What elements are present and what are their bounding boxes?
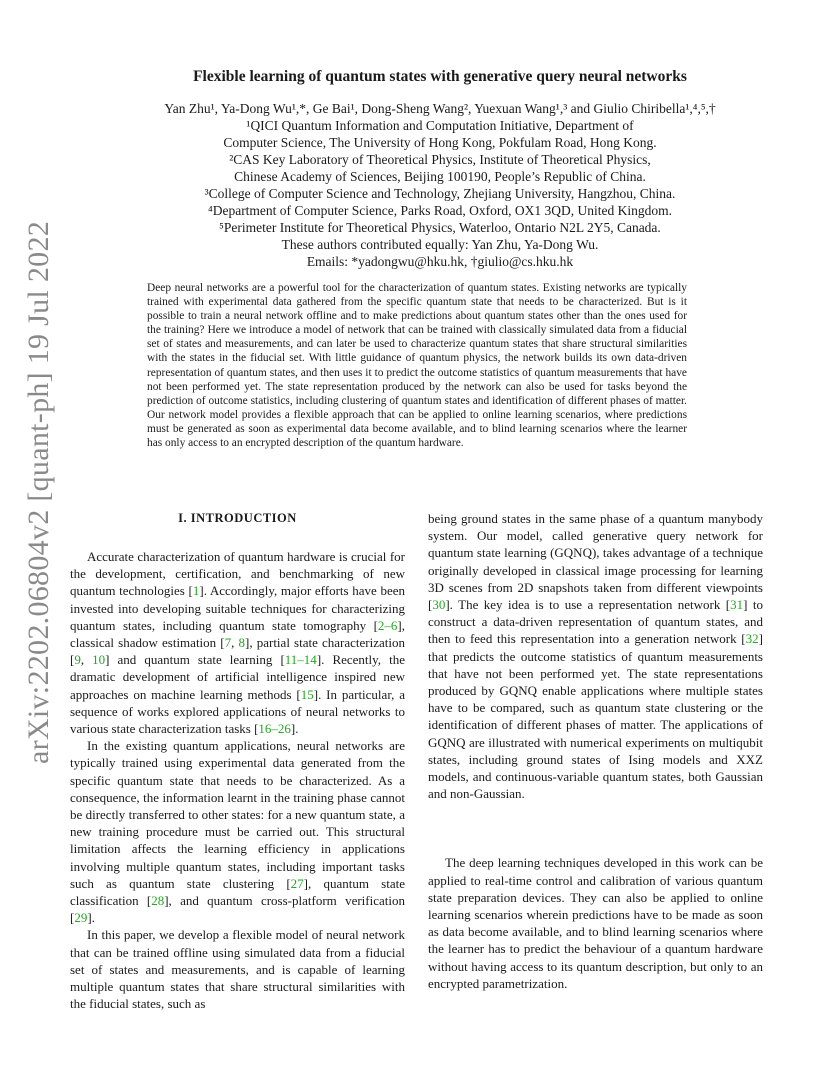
- citation-link[interactable]: 15: [300, 686, 314, 702]
- paragraph-text: In this paper, we develop a flexible model of neural network that can be trained offline using simulated data from a fiducial set of states and measurements, and is capable of learning multiple quantum states that share structural similarities with the fiducial states, such as: [70, 927, 405, 1012]
- citation-link[interactable]: 28: [151, 893, 165, 909]
- citation-link[interactable]: 32: [745, 631, 759, 647]
- affiliation-line: Chinese Academy of Sciences, Beijing 100190, People’s Republic of China.: [234, 169, 646, 184]
- citation-link[interactable]: 1: [192, 583, 200, 599]
- citation-link[interactable]: 2–6: [377, 617, 398, 633]
- paragraph: [428, 510, 763, 802]
- author-list: Yan Zhu¹, Ya-Dong Wu¹,*, Ge Bai¹, Dong-Sheng Wang², Yuexuan Wang¹,³ and Giulio Chiribella¹,⁴,⁵,†: [164, 101, 716, 116]
- citation-link[interactable]: 29: [74, 910, 88, 926]
- citation-link[interactable]: 16–26: [258, 721, 291, 737]
- citation-link[interactable]: 30: [432, 597, 446, 613]
- paragraph-text: ], partial state characterization [: [70, 635, 405, 668]
- paragraph-text: ].: [87, 910, 95, 926]
- affiliation-line: Computer Science, The University of Hong Kong, Pokfulam Road, Hong Kong.: [223, 135, 657, 150]
- contact-emails: Emails: *yadongwu@hku.hk, †giulio@cs.hku.hk: [306, 254, 574, 269]
- paragraph-text: ,: [80, 652, 93, 668]
- paragraph: [70, 737, 405, 926]
- affiliation-line: ¹QICI Quantum Information and Computation Initiative, Department of: [246, 118, 634, 133]
- paragraph-text: ] and quantum state learning [: [105, 652, 285, 668]
- paragraph-text: ] that predicts the outcome statistics of quantum measurements that have not been performed yet. The state representations produced by GQNQ enable applications where multiple states have to be compared, such as quantum state clustering or the identification of different phases of matter. The applications of GQNQ are illustrated with numerical experiments on multiqubit states, including ground states of Ising models and XXZ models, and continuous-variable quantum states, both Gaussian and non-Gaussian.: [428, 631, 763, 802]
- paragraph-text: The deep learning techniques developed in this work can be applied to real-time control and calibration of various quantum state preparation devices. They can also be applied to online learning scenarios wherein predictions have to be made as soon as data become available, and to blind learning scenarios where the learner has to predict the behaviour of a quantum hardware without having access to its quantum description, but only to an encrypted parametrization.: [428, 855, 763, 991]
- paragraph-text: ]. Recently, the dramatic development of artificial intelligence inspired new approaches on machine learning methods [: [70, 652, 405, 702]
- citation-link[interactable]: 10: [92, 652, 106, 668]
- author-block: [80, 100, 800, 270]
- paragraph: [428, 854, 763, 992]
- column-gap: [428, 802, 763, 854]
- affiliation-line: ⁴Department of Computer Science, Parks Road, Oxford, OX1 3QD, United Kingdom.: [208, 203, 672, 218]
- citation-link[interactable]: 11–14: [284, 652, 317, 668]
- citation-link[interactable]: 27: [290, 875, 304, 891]
- paragraph-text: In the existing quantum applications, neural networks are typically trained using experimental data generated from the specific quantum state that needs to be characterized. As a consequence, the information learnt in the training phase cannot be directly transferred to other states: for a new quantum state, a new training procedure must be carried out. This structural limitation affects the learning efficiency in applications involving multiple quantum states, including important tasks such as quantum state clustering [: [70, 738, 405, 891]
- paper-title: Flexible learning of quantum states with generative query neural networks: [193, 68, 687, 85]
- left-column: [70, 510, 405, 1012]
- paragraph-text: ]. The key idea is to use a representation network [: [445, 597, 731, 613]
- section-heading-introduction: I. INTRODUCTION: [178, 511, 297, 525]
- paragraph-text: ].: [290, 721, 299, 737]
- abstract: Deep neural networks are a powerful tool for the characterization of quantum states. Existing networks are typically trained with experimental data gathered from the specific quantum state that needs to be characterized. But is it possible to train a neural network offline and to make predictions about quantum states other than the ones used for the training? Here we introduce a model of network that can be trained with classically simulated data from a fiducial set of states and measurements, and can later be used to characterize quantum states that share structural similarities with the states in the fiducial set. With little guidance of quantum physics, the network builds its own data-driven representation of quantum states, and then uses it to predict the outcome statistics of quantum measurements that have not been performed yet. The state representation produced by the network can also be used for tasks beyond the prediction of outcome statistics, including clustering of quantum states and identification of different phases of matter. Our network model provides a flexible approach that can be applied to online learning scenarios, where predictions must be generated as soon as experimental data become available, and to blind learning scenarios where the learner has only access to an encrypted description of the quantum hardware.: [147, 282, 687, 450]
- paragraph-text: Accurate characterization of quantum hardware is crucial for the development, certification, and benchmarking of new quantum technologies [: [70, 549, 405, 599]
- affiliation-line: ²CAS Key Laboratory of Theoretical Physics, Institute of Theoretical Physics,: [229, 152, 651, 167]
- paragraph-text: ] to construct a data-driven representation of quantum states, and then to feed this representation into a generation network [: [428, 597, 764, 647]
- paragraph-text: being ground states in the same phase of a quantum manybody system. Our model, called generative query network for quantum state learning (GQNQ), takes advantage of a technique originally developed in classical image processing for learning 3D scenes from 2D snapshots taken from different viewpoints [: [428, 511, 763, 613]
- paragraph: [70, 926, 405, 1012]
- paragraph-text: ]. Accordingly, major efforts have been invested into developing suitable techniques for characterizing quantum states, including quantum state tomography [: [70, 583, 405, 633]
- citation-link[interactable]: 31: [730, 597, 744, 613]
- paragraph-text: ], classical shadow estimation [: [70, 617, 405, 651]
- paragraph: [70, 548, 405, 737]
- paragraph-text: ], quantum state classification [: [70, 875, 405, 909]
- paragraph-text: ,: [231, 635, 239, 651]
- right-column: [428, 510, 763, 992]
- citation-link[interactable]: 8: [238, 635, 246, 651]
- affiliation-line: ⁵Perimeter Institute for Theoretical Physics, Waterloo, Ontario N2L 2Y5, Canada.: [219, 220, 661, 235]
- paragraph-text: ], and quantum cross-platform verification [: [70, 893, 405, 926]
- citation-link[interactable]: 9: [74, 652, 81, 668]
- affiliation-line: ³College of Computer Science and Technology, Zhejiang University, Hangzhou, China.: [204, 186, 676, 201]
- citation-link[interactable]: 7: [224, 635, 232, 651]
- arxiv-identifier: arXiv:2202.06804v2 [quant-ph] 19 Jul 2022: [22, 220, 55, 764]
- paragraph-text: ]. In particular, a sequence of works explored applications of neural networks to various state characterization tasks [: [70, 686, 405, 737]
- equal-contribution-note: These authors contributed equally: Yan Zhu, Ya-Dong Wu.: [281, 237, 599, 252]
